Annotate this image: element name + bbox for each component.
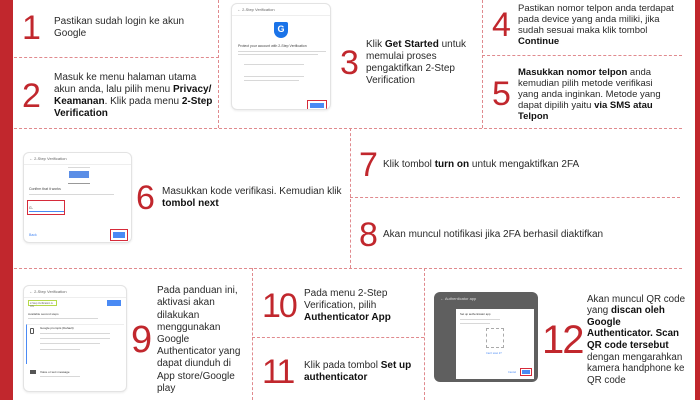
step-text: Masukkan nomor telpon anda kemudian pilih metode verifikasi yang anda inginkan. Metode yang dapat dipilih yaitu via SMS atau Telpon	[518, 66, 661, 122]
section-title: Available second steps	[28, 312, 59, 316]
qr-code	[486, 328, 504, 348]
cant-scan-link: Can't scan it?	[486, 352, 502, 355]
highlight-box	[520, 368, 532, 376]
option-voice-text: Voice or text message	[40, 370, 70, 374]
step-number: 7	[359, 146, 376, 184]
divider	[14, 57, 219, 58]
step-number: 4	[492, 6, 509, 44]
step-10	[262, 284, 422, 328]
step-number: 6	[136, 179, 153, 217]
step-12	[542, 287, 692, 393]
screenshot-header: ← 2-Step Verification	[232, 4, 330, 16]
modal-title: Set up authenticator app	[460, 312, 491, 316]
option-google-prompts: Google prompts (Default)	[40, 326, 74, 330]
right-accent-bar	[695, 0, 700, 400]
back-link: Back	[29, 233, 37, 237]
highlight-box	[110, 229, 128, 241]
step-number: 5	[492, 75, 509, 113]
phone-icon	[30, 328, 34, 334]
message-icon	[30, 370, 36, 374]
status-field: 2-Step Verification is ON	[28, 300, 57, 306]
step-text: Akan muncul notifikasi jika 2FA berhasil diaktifkan	[383, 229, 604, 240]
divider	[350, 197, 680, 198]
step-2	[22, 70, 217, 122]
step-text: Pastikan nomor telpon anda terdapat pada device yang anda miliki, jika sudah sesuai maka klik tombol Continue	[518, 3, 674, 47]
screenshot-get-started	[231, 3, 331, 110]
step-1	[22, 8, 217, 48]
step-number: 9	[131, 319, 151, 361]
divider	[482, 0, 483, 128]
step-number: 1	[22, 9, 39, 47]
screenshot-header: ← 2-Step Verification	[24, 286, 126, 298]
screenshot-header: ← 2-Step Verification	[24, 153, 131, 165]
divider	[218, 0, 219, 128]
step-text: Klik Get Started untuk memulai proses pengaktifkan 2-Step Verification	[366, 38, 467, 86]
google-prompts-card	[26, 324, 124, 364]
divider	[252, 337, 424, 338]
step-number: 8	[359, 216, 376, 254]
screenshot-title: Protect your account with 2-Step Verification	[238, 44, 307, 48]
step-text: Klik tombol turn on untuk mengaktifkan 2FA	[383, 159, 580, 170]
step-number: 2	[22, 77, 39, 115]
divider	[350, 128, 351, 268]
step-7	[359, 145, 679, 185]
divider	[252, 268, 253, 400]
step-text: Masuk ke menu halaman utama akun anda, lalu pilih menu Privacy/ Keamanan. Klik pada menu 2-Step Verification	[54, 72, 213, 119]
highlight-box	[27, 200, 65, 215]
step-number: 11	[262, 353, 294, 391]
step-number: 10	[262, 287, 296, 325]
screenshot-header: ← Authenticator app	[440, 296, 477, 301]
google-shield-icon: G	[274, 22, 288, 38]
step-text: Pada panduan ini, aktivasi akan dilakukan menggunakan Google Authenticator yang dapat diunduh di App store/Google play	[157, 285, 241, 394]
step-text: Pastikan sudah login ke akun Google	[54, 16, 185, 39]
step-text: Akan muncul QR code yang discan oleh Google Authenticator. Scan QR code tersebut dengan mengarahkan kamera handphone ke QR code	[587, 293, 686, 386]
step-9	[131, 285, 251, 394]
step-6	[136, 178, 346, 218]
divider	[14, 128, 682, 129]
turn-off-button	[107, 300, 121, 306]
highlight-box	[307, 100, 327, 110]
step-text: Masukkan kode verifikasi. Kemudian klik tombol next	[162, 186, 342, 209]
screenshot-verification-code	[23, 152, 132, 243]
screenshot-2sv-options	[23, 285, 127, 392]
step-text: Pada menu 2-Step Verification, pilih Authenticator App	[304, 288, 391, 323]
step-number: 12	[542, 318, 583, 362]
step-11	[262, 352, 422, 392]
code-field: G-	[29, 206, 33, 210]
divider	[482, 55, 682, 56]
divider	[14, 268, 682, 269]
screenshot-authenticator-qr	[434, 292, 538, 382]
cancel-link: Cancel	[508, 371, 517, 374]
step-4	[492, 2, 692, 48]
step-3	[340, 35, 480, 90]
phone-code-graphic	[69, 171, 89, 178]
screenshot-title: Confirm that it works	[29, 187, 61, 191]
divider	[424, 268, 425, 400]
step-5	[492, 64, 692, 124]
step-text: Klik pada tombol Set up authenticator	[304, 360, 412, 383]
setup-modal	[456, 309, 534, 379]
step-8	[359, 215, 679, 255]
left-accent-bar	[0, 0, 13, 400]
step-number: 3	[340, 43, 357, 82]
